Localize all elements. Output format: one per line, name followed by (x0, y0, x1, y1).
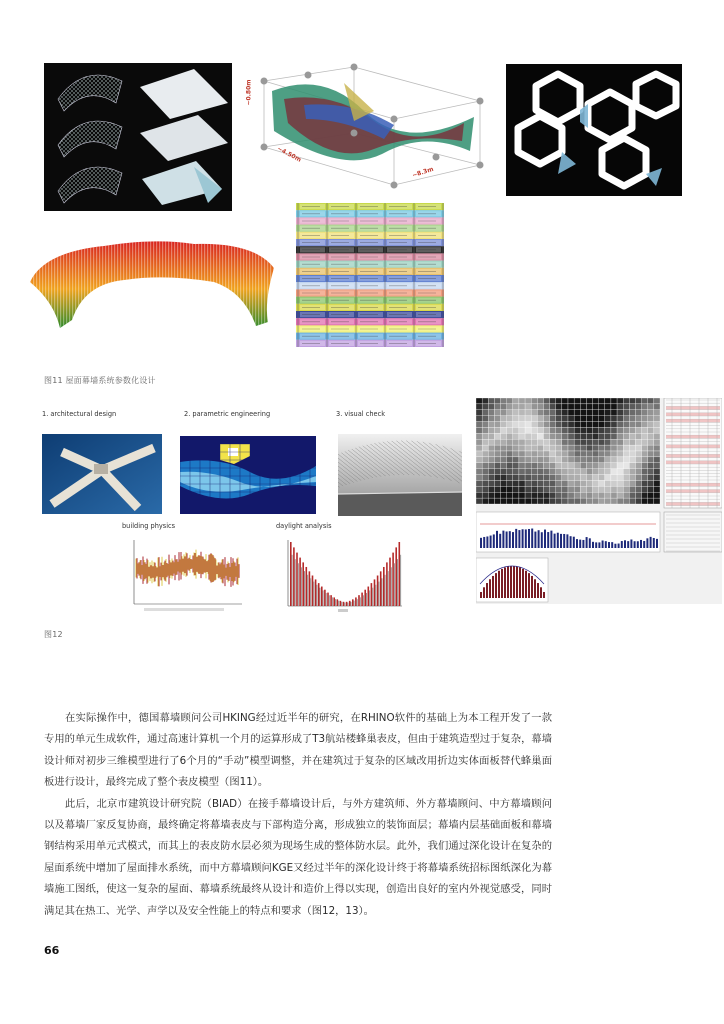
architectural-design-image (42, 434, 162, 514)
wireframe-shell-2 (58, 121, 122, 157)
paragraph-1: 在实际操作中，德国幕墙顾问公司HKING经过近半年的研究，在RHINO软件的基础上为本工程开发了一款专用的单元生成软件，通过高速计算机一个月的运算形成了T3航站楼蜂巢表皮，但由于建筑造型过于复杂，幕墙设计师对初步三维模型进行了6个月的“手动”模型调整，并在建筑过于复杂的区域改用折边实体面板替代蜂巢面板进行设计，最终完成了整个表皮模型（图11）。 (44, 712, 552, 789)
fig12-pattern-analysis (476, 398, 722, 604)
dim-label-width: ~4.50m (275, 145, 303, 164)
fig11-honeycomb-frames (506, 64, 682, 196)
building-physics-chart (118, 534, 246, 616)
panel-label-architectural-design: 1. architectural design (42, 410, 117, 418)
daylight-analysis-chart (272, 534, 406, 616)
wireframe-shell-1 (58, 75, 122, 111)
dim-label-height: ~0.80m (245, 79, 253, 106)
body-text (44, 708, 552, 922)
panel-label-daylight-analysis: daylight analysis (276, 522, 332, 530)
figure11-caption: 图11 屋面幕墙系统参数化设计 (44, 376, 156, 385)
fig11-parameter-spreadsheet (296, 203, 444, 347)
panel-label-visual-check: 3. visual check (336, 410, 386, 418)
paragraph-2: 此后，北京市建筑设计研究院（BIAD）在接手幕墙设计后，与外方建筑师、外方幕墙顾问、中方幕墙顾问以及幕墙厂家反复协商，最终确定将幕墙表皮与下部构造分离，形成独立的装饰面层；幕墙内层基础面板和幕墙钢结构采用单元式模式，而其上的表皮防水层必须为现场生成的整体防水层。此外，我们通过深化设计在复杂的屋面系统中增加了屋面排水系统，而中方幕墙顾问KGE又经过半年的深化设计终于将幕墙系统招标图纸深化为幕墙施工图纸，使这一复杂的屋面、幕墙系统最终从设计和造价上得以实现，创造出良好的室内外视觉感受，同时满足其在热工、光学、声学以及安全性能上的特点和要求（图12，13）。 (44, 797, 552, 917)
visual-check-render (338, 434, 462, 516)
figure12-caption: 图12 (44, 630, 63, 639)
wireframe-shell-3 (58, 167, 122, 203)
parametric-engineering-heatmap (180, 436, 316, 514)
page-number: 66 (44, 944, 60, 957)
fig12-workflow-panel (30, 398, 474, 620)
panel-label-building-physics: building physics (122, 522, 176, 530)
dim-label-length: ~8.3m (411, 165, 435, 180)
fig11-shell-renderings (44, 63, 232, 211)
panel-label-parametric-engineering: 2. parametric engineering (184, 410, 271, 418)
fig11-colored-shell (24, 222, 286, 340)
fig11-parametric-diagram (244, 61, 494, 195)
